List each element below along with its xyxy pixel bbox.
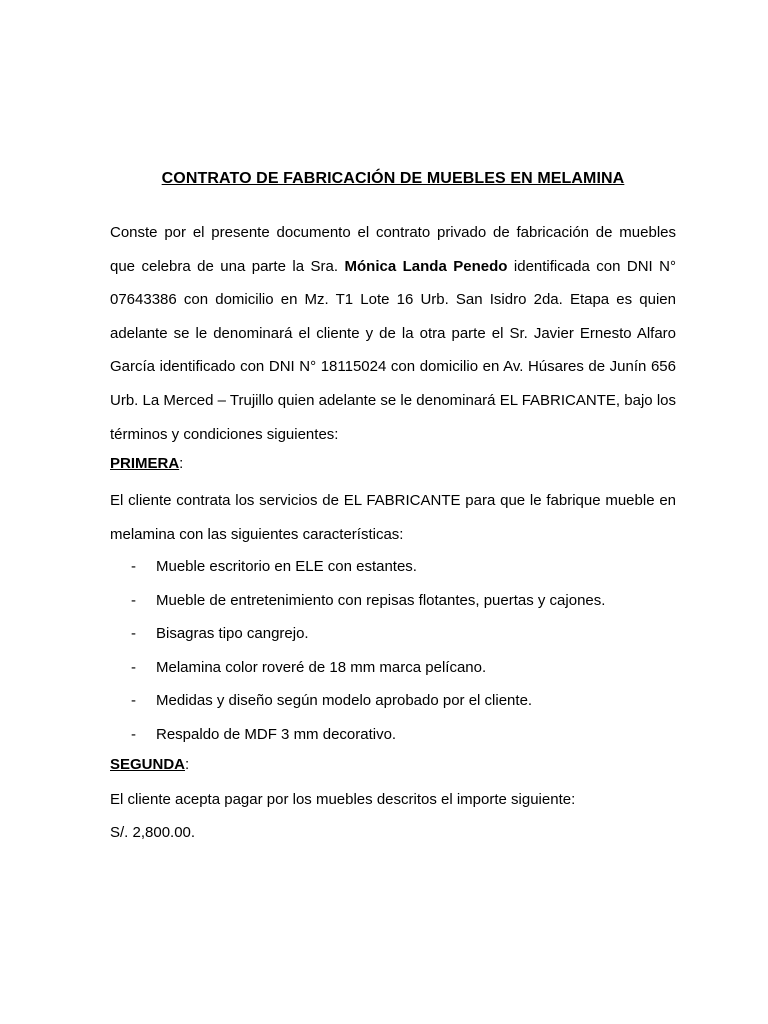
document-title: CONTRATO DE FABRICACIÓN DE MUEBLES EN MELAMINA (161, 170, 625, 187)
list-item-text: Melamina color roveré de 18 mm marca pelícano. (156, 658, 487, 676)
list-item (131, 617, 605, 651)
list-item-text: Respaldo de MDF 3 mm decorativo. (156, 725, 397, 743)
clause-segunda-heading (110, 756, 189, 773)
bullet-dash: - (131, 725, 136, 743)
bullet-dash: - (131, 658, 136, 676)
list-item (131, 584, 605, 618)
intro-text-end: identificada con DNI N° 07643386 con domicilio en Mz. T1 Lote 16 Urb. San Isidro 2da. Etapa es quien adelante se le denominará el cliente y de la otra parte el Sr. Javier Ernesto Alfaro García identificado con DNI N° 18115024 con domicilio en Av. Húsares de Junín 656 Urb. La Merced – Trujillo quien adelante se le denominará EL FABRICANTE, bajo los términos y condiciones siguientes: (110, 257, 677, 443)
payment-amount: S/. 2,800.00. (110, 824, 196, 841)
bullet-dash: - (131, 591, 136, 609)
intro-paragraph (110, 216, 676, 451)
list-item (131, 550, 605, 584)
clause-primera-colon: : (179, 455, 184, 472)
bullet-dash: - (131, 625, 136, 643)
clause-primera-label: PRIMERA (110, 455, 180, 472)
list-item (131, 651, 605, 685)
features-list (131, 550, 605, 752)
list-item (131, 718, 605, 752)
bullet-dash: - (131, 558, 136, 575)
client-name: Mónica Landa Penedo (344, 257, 508, 275)
list-item-text: Mueble de entretenimiento con repisas flotantes, puertas y cajones. (156, 591, 606, 609)
clause-primera-text: El cliente contrata los servicios de EL FABRICANTE para que le fabrique mueble en melamina con las siguientes características: (110, 492, 676, 543)
clause-segunda-colon: : (185, 756, 190, 773)
clause-segunda-text: El cliente acepta pagar por los muebles descritos el importe siguiente: (110, 791, 576, 808)
list-item-text: Mueble escritorio en ELE con estantes. (156, 558, 417, 575)
bullet-dash: - (131, 692, 136, 710)
clause-segunda-label: SEGUNDA (110, 756, 186, 773)
list-item-text: Bisagras tipo cangrejo. (156, 625, 309, 643)
list-item-text: Medidas y diseño según modelo aprobado por el cliente. (156, 692, 533, 710)
list-item (131, 684, 605, 718)
clause-primera-heading (110, 455, 183, 472)
intro-text-start: Conste por el presente documento el contrato privado de fabricación de muebles que celebra de una parte la Sra. (110, 224, 676, 275)
